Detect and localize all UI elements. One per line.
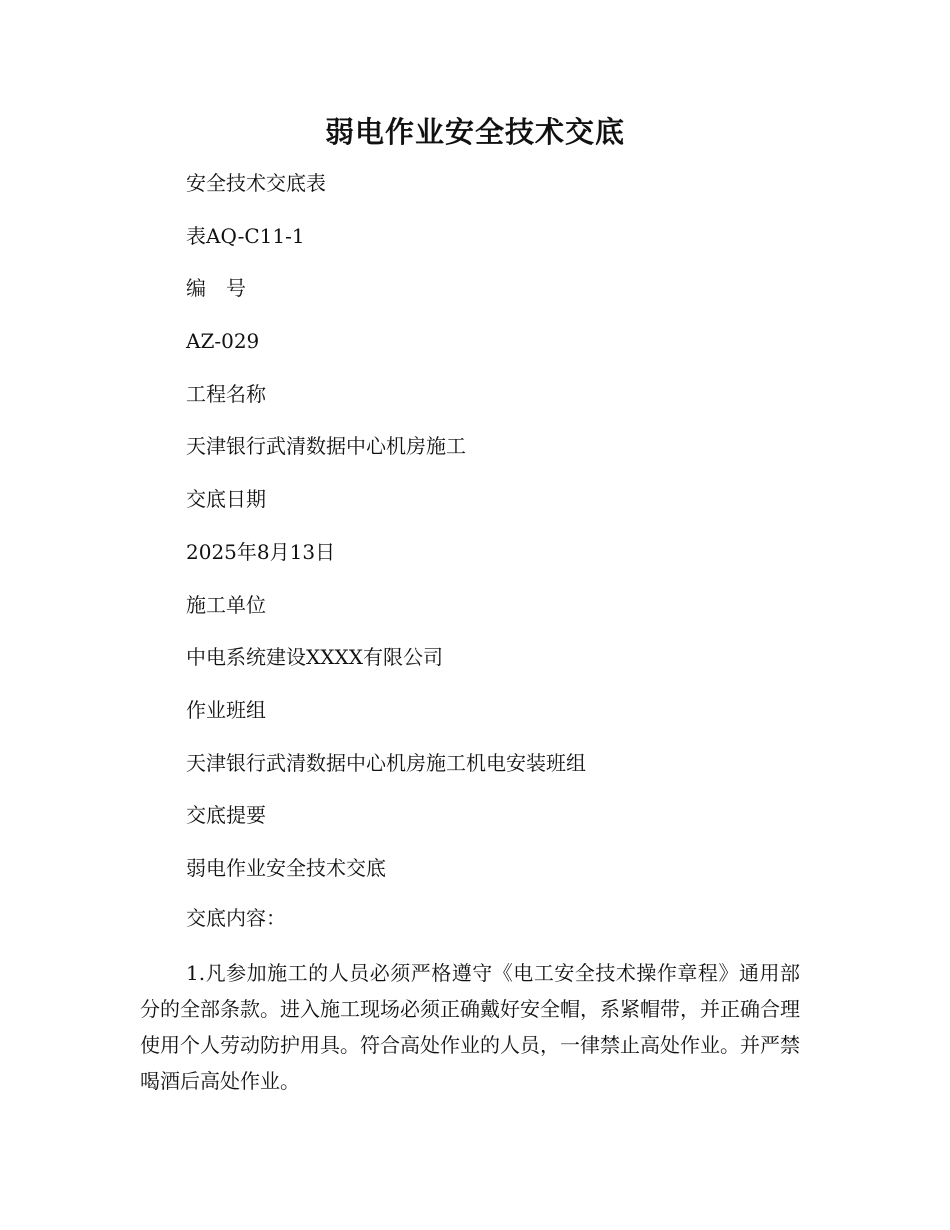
content-label: 交底内容：	[186, 906, 286, 930]
contractor-value: 中电系统建设XXXX有限公司	[186, 645, 443, 670]
serial-number-value: AZ-029	[186, 329, 260, 354]
serial-number-label: 编 号	[186, 276, 246, 301]
header-fields	[186, 166, 586, 904]
briefing-date-value: 2025年8月13日	[186, 539, 336, 564]
contractor-label: 施工单位	[186, 592, 266, 617]
briefing-date-label: 交底日期	[186, 487, 266, 512]
project-name-label: 工程名称	[186, 381, 266, 406]
work-team-value: 天津银行武清数据中心机房施工机电安装班组	[186, 750, 586, 775]
form-code: 表AQ-C11-1	[186, 223, 305, 248]
project-name-value: 天津银行武清数据中心机房施工	[186, 434, 466, 459]
work-team-label: 作业班组	[186, 697, 266, 722]
document-title: 弱电作业安全技术交底	[324, 115, 625, 149]
summary-label: 交底提要	[186, 803, 266, 828]
form-name: 安全技术交底表	[186, 171, 326, 195]
content-paragraph-1: 1.凡参加施工的人员必须严格遵守《电工安全技术操作章程》通用部分的全部条款。进入施工现场必须正确戴好安全帽，系紧帽带，并正确合理使用个人劳动防护用具。符合高处作业的人员，一律禁止高处作业。并严禁喝酒后高处作业。	[140, 961, 800, 1093]
summary-value: 弱电作业安全技术交底	[186, 855, 386, 880]
